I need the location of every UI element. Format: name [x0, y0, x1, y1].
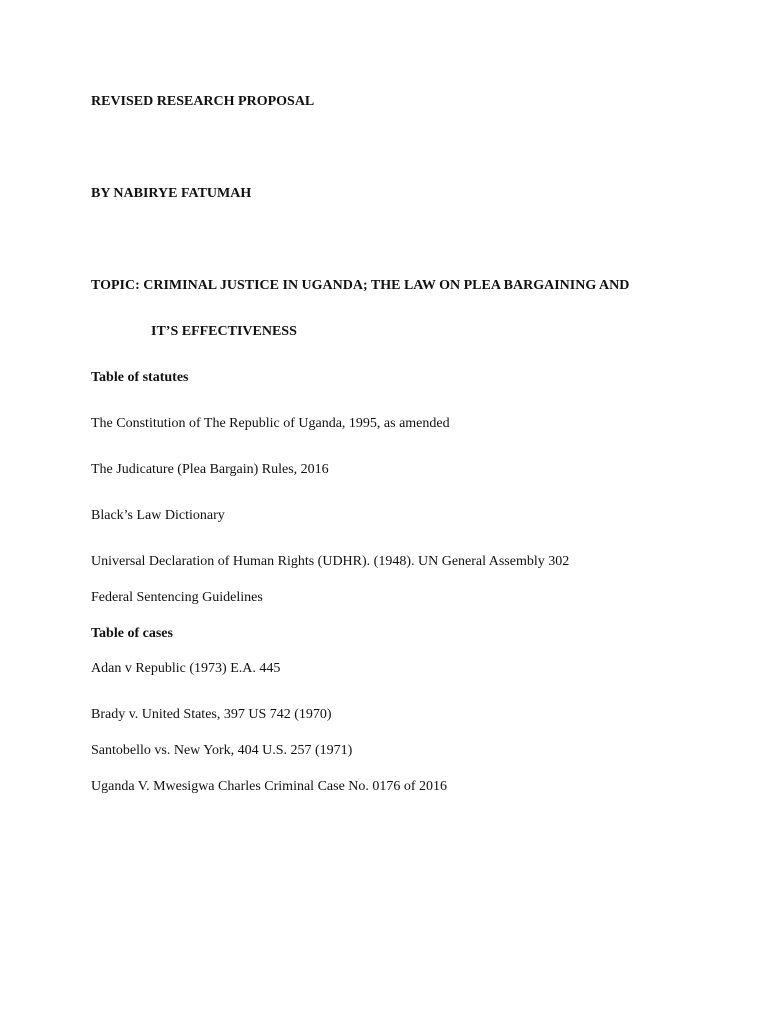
- document-heading: REVISED RESEARCH PROPOSAL: [91, 94, 315, 109]
- statute-item: Black’s Law Dictionary: [91, 508, 225, 523]
- statutes-section-title: Table of statutes: [91, 370, 189, 385]
- case-item: Santobello vs. New York, 404 U.S. 257 (1971): [91, 743, 353, 758]
- case-item: Adan v Republic (1973) E.A. 445: [91, 661, 281, 676]
- statute-item: The Constitution of The Republic of Uganda, 1995, as amended: [91, 416, 450, 431]
- topic-line-1: TOPIC: CRIMINAL JUSTICE IN UGANDA; THE LAW ON PLEA BARGAINING AND: [91, 278, 630, 293]
- case-item: Brady v. United States, 397 US 742 (1970): [91, 707, 332, 722]
- topic-line-2: IT’S EFFECTIVENESS: [151, 324, 297, 339]
- statute-item: The Judicature (Plea Bargain) Rules, 2016: [91, 462, 329, 477]
- author-line: BY NABIRYE FATUMAH: [91, 186, 252, 201]
- statute-item: Federal Sentencing Guidelines: [91, 590, 263, 605]
- case-item: Uganda V. Mwesigwa Charles Criminal Case No. 0176 of 2016: [91, 779, 448, 794]
- cases-section-title: Table of cases: [91, 626, 173, 641]
- statute-item: Universal Declaration of Human Rights (UDHR). (1948). UN General Assembly 302: [91, 554, 570, 569]
